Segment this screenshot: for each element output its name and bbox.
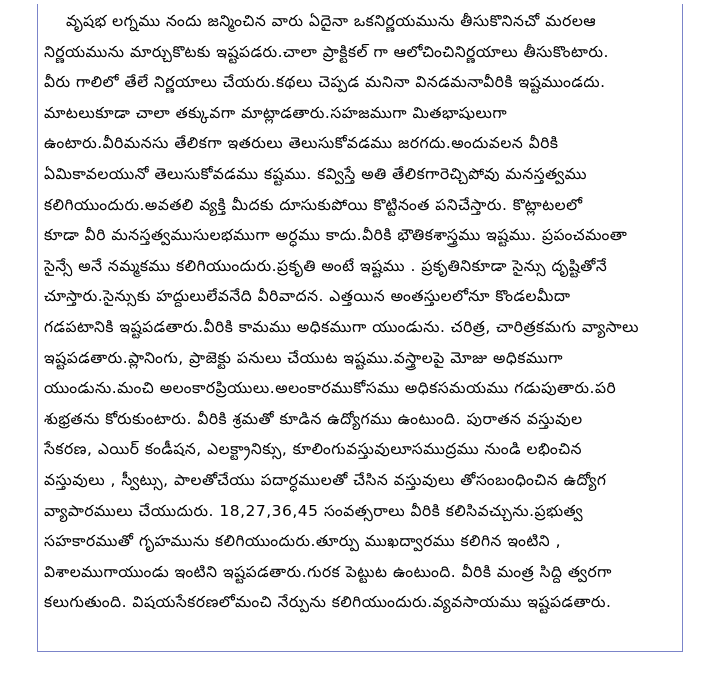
text-line: వీరు గాలిలో తేలే నిర్ణయాలు చేయరు.కథలు చెప్పడ మనినా వినడమనావీరికి ఇష్టముండదు. xyxy=(44,73,606,92)
text-line: మాటలుకూడా చాలా తక్కువగా మాట్లాడతారు.సహజముగా మితభాషులుగా xyxy=(44,103,508,122)
text-line: కూడా వీరి మనస్తత్వముసులభముగా అర్ధము కాదు.వీరికి భౌతికశాస్త్రము ఇష్టము. ప్రపంచమంతా xyxy=(44,226,628,245)
text-line: నిర్ణయమును మార్చుకొటకు ఇష్టపడరు.చాలా ప్రాక్టికల్ గా ఆలోచించినిర్ణయాలు తీసుకొంటారు. xyxy=(44,42,609,61)
text-line: శుభ్రతను కోరుకుంటారు. వీరికి శ్రమతో కూడిన ఉద్యోగము ఉంటుంది. పురాతన వస్తువుల xyxy=(44,409,583,428)
text-line: కలుగుతుంది. విషయసేకరణలోమంచి నేర్పును కలిగియుందురు.వ్యవసాయము ఇష్టపడతారు. xyxy=(44,593,612,612)
text-line: చూస్తారు.సైన్సుకు హద్దులులేవనేది వీరివాదన. ఎత్తయిన అంతస్తులలోనూ కొండలమీదా xyxy=(44,287,571,306)
text-line: సేకరణ, ఎయిర్ కండీషన, ఎలక్ట్రానిక్సు, కూలింగువస్తువులూసముద్రము నుండి లభించిన xyxy=(44,440,583,459)
text-line: సైన్సే అనే నమ్మకము కలిగియుందురు.ప్రకృతి అంటే ఇష్టము . ప్రకృతినికూడా సైన్సు దృష్టితోనే xyxy=(44,256,608,275)
text-line: ఉంటారు.వీరిమనసు తేలికగా ఇతరులు తెలుసుకోవడము జరగదు.అందువలన వీరికి xyxy=(44,134,559,153)
text-line: వ్యాపారములు చేయుదురు. 18,27,36,45 సంవత్సరాలు వీరికి కలిసివచ్చును.ప్రభుత్వ xyxy=(44,501,584,520)
text-line: గడపటానికి ఇష్టపడతారు.వీరికి కామము అధికముగా యుండును. చరిత్ర, చారిత్రకమగు వ్యాసాలు xyxy=(44,317,640,336)
document-frame xyxy=(37,4,683,652)
text-line: వస్తువులు , స్వీట్సు, పాలతోచేయు పదార్ధములతో చేసిన వస్తువులు తోసంబంధించిన ఉద్యోగ xyxy=(44,470,607,489)
paragraph xyxy=(44,6,676,618)
text-line: విశాలముగాయుండు ఇంటిని ఇష్టపడతారు.గురక పెట్టుట ఉంటుంది. వీరికి మంత్ర సిద్ది త్వరగా xyxy=(44,562,612,581)
text-line: సహకారముతో గృహమును కలిగియుందురు.తూర్పు ముఖద్వారము కలిగిన ఇంటిని , xyxy=(44,532,562,551)
text-line: కలిగియుందురు.అవతలి వ్యక్తి మీదకు దూసుకుపోయి కొట్టినంత పనిచేస్తారు. కొట్లాటలలో xyxy=(44,195,583,214)
text-line: యుండును.మంచి అలంకారప్రియులు.అలంకారముకోసము అధికసమయము గడుపుతారు.పరి xyxy=(44,379,617,398)
text-line: ఇష్టపడతారు.ప్లానింగు, ప్రాజెక్టు పనులు చేయుట ఇష్టము.వస్త్రాలపై మోజు అధికముగా xyxy=(44,348,563,367)
text-line: వృషభ లగ్నము నందు జన్మించిన వారు ఏదైనా ఒకనిర్ణయమును తీసుకొనినచో మరలఆ xyxy=(66,12,597,30)
text-line: ఏమికావలయునో తెలుసుకోవడము కష్టము. కవ్విస్తే అతి తేలికగారెచ్చిపోవు మనస్తత్వము xyxy=(44,164,587,183)
